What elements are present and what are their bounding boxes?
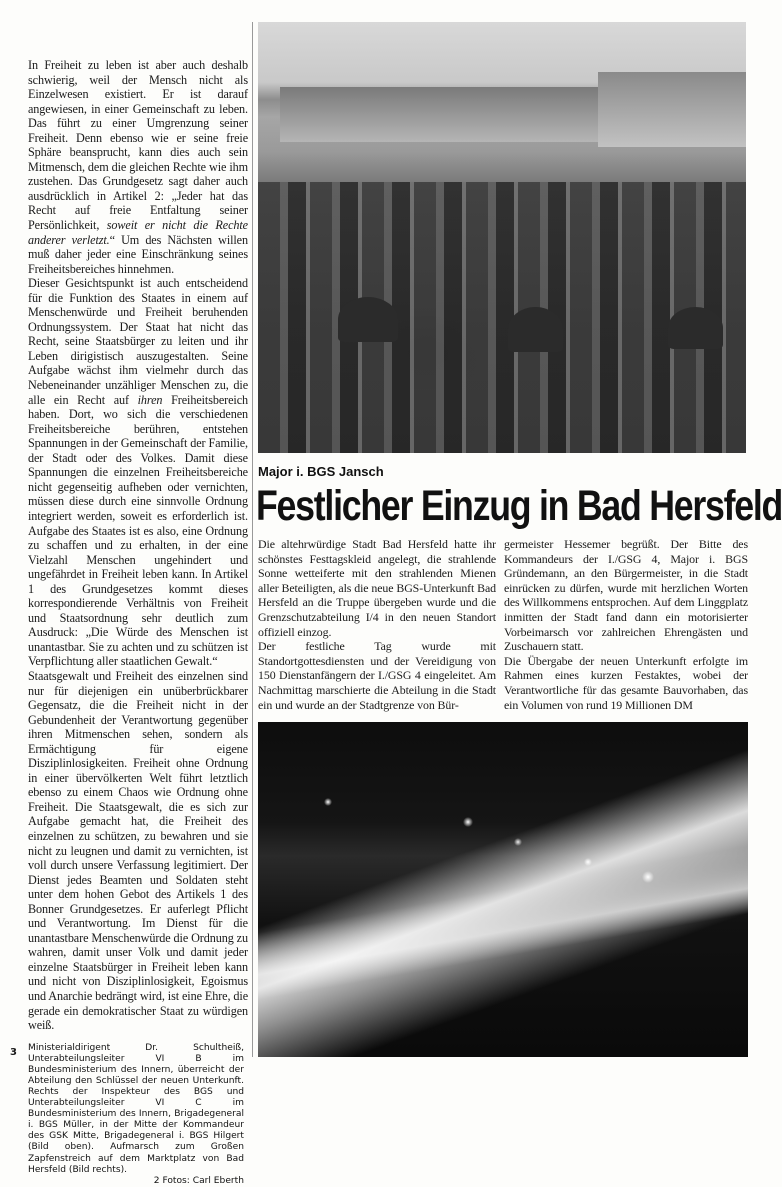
article-column-2 xyxy=(504,537,748,712)
building xyxy=(280,87,620,142)
caption-text: Ministerialdirigent Dr. Schultheiß, Unterabteilungsleiter VI B im Bundesministerium des Innern, überreicht der Abteilung den Schlüssel der neuen Unterkunft. Rechts der Inspekteur des BGS und Unterabteilungsleiter VI C im Bundesministerium des Innern, Brigadegeneral i. BGS Müller, in der Mitte der Kommandeur des GSK Mitte, Brigadegeneral i. BGS Hilgert (Bild oben). Aufmarsch zum Großen Zapfenstreich auf dem Marktplatz von Bad Hersfeld (Bild rechts). xyxy=(28,1042,244,1175)
photo-key-handover-ceremony xyxy=(258,22,746,453)
article-paragraph: Die Übergabe der neuen Unterkunft erfolgte im Rahmen eines kurzen Festaktes, wobei der Verantwortliche für das gesamte Bauvorhaben, das ein Volumen von rund 19 Millionen DM xyxy=(504,653,748,712)
photo-torchlight-tattoo xyxy=(258,722,748,1057)
helmet xyxy=(668,307,723,349)
column-divider xyxy=(252,22,253,1057)
article-columns xyxy=(258,537,748,712)
photo-credit: 2 Fotos: Carl Eberth xyxy=(153,1175,244,1186)
article-paragraph: Der festliche Tag wurde mit Standortgottesdiensten und der Vereidigung von 150 Dienstanfängern der I./GSG 4 eingeleitet. Am Nachmittag marschierte die Abteilung in die Stadt ein und wurde an der Stadtgrenze von Bür- xyxy=(258,639,496,712)
article-column-1 xyxy=(258,537,496,712)
article-area xyxy=(258,537,748,1057)
article-paragraph: Die altehrwürdige Stadt Bad Hersfeld hatte ihr schönstes Festtagskleid angelegt, die strahlende Sonne wetteiferte mit den strahlenden Mienen aller Beteiligten, als die neue BGS-Unterkunft Bad Hersfeld an die Truppe übergeben wurde und die Grenzschutzabteilung I/4 in den neuen Standort offiziell einzog. xyxy=(258,537,496,639)
essay-paragraph xyxy=(28,276,248,669)
helmet xyxy=(338,297,398,342)
text-segment: Freiheitsbereich haben. Dort, wo sich die verschiedenen Freiheitsbereiche berühren, entstehen Spannungen in der Gemeinschaft der Familie, der Stadt oder des Volkes. Damit diese Spannungen die einzelnen Freiheitsbereiche nicht gegenseitig aufheben oder vernichten, müssen diese durch eine sinnvolle Ordnung integriert werden, soweit es erforderlich ist. Aufgabe des Staates ist es also, eine Ordnung zu schaffen und zu erhalten, in der eine Vielzahl Menschen ungehindert und ungefährdet in Freiheit leben kann. In Artikel 1 des Grundgesetzes kommt dieses korrespondierende Verhältnis von Freiheit und Staatsordnung sehr deutlich zum Ausdruck: „Die Würde des Menschen ist unantastbar. Sie zu achten und zu schützen ist Verpflichtung aller staatlichen Gewalt.“ xyxy=(28,392,248,669)
text-segment: In Freiheit zu leben ist aber auch deshalb schwierig, weil der Mensch nicht als Einzelwesen existiert. Er ist darauf angewiesen, in einer Gemeinschaft zu leben. Das führt zu einer Umgrenzung seiner Freiheit. Denn ebenso wie er seine freie Sphäre beansprucht, kann dies auch sein Mitmensch, dem die gleichen Rechte wie ihm zustehen. Das Grundgesetz sagt daher auch ausdrücklich in Artikel 2: „Jeder hat das Recht auf freie Entfaltung seiner Persönlichkeit, xyxy=(28,58,248,233)
article-paragraph: germeister Hessemer begrüßt. Der Bitte des Kommandeurs der I./GSG 4, Major i. BGS Gründemann, an den Bürgermeister, in die Stadt einrücken zu dürfen, wurde mit herzlichen Worten des Willkommens entsprochen. Auf dem Linggplatz inmitten der Stadt fand dann ein motorisierter Vorbeimarsch vor zahlreichen Ehrengästen und Zuschauern statt. xyxy=(504,537,748,654)
text-segment: Dieser Gesichtspunkt ist auch entscheidend für die Funktion des Staates in einem auf Menschenwürde und Freiheit beruhenden Ordnungssystem. Der Staat hat nicht das Recht, seine Staatsbürger zu leiten und ihr Leben dirigistisch auszugestalten. Seine Aufgabe wächst ihm vielmehr durch das Nebeneinander unzähliger Menschen zu, die alle ein Recht auf xyxy=(28,276,248,407)
essay-paragraph xyxy=(28,58,248,276)
text-segment: “ Um des Nächsten willen muß daher jeder eine Einschränkung seines Freiheitsbereiches hinnehmen. xyxy=(28,232,248,276)
left-column-area xyxy=(28,58,248,1186)
headline: Festlicher Einzug in Bad Hersfeld xyxy=(256,482,782,530)
essay-paragraph: Staatsgewalt und Freiheit des einzelnen sind nur für diejenigen ein unüberbrückbarer Gegensatz, die die Freiheit nicht in der Gebundenheit der Verantwortung gegenüber ihren Mitmenschen sehen, sondern als Ermächtigung für eigene Disziplinlosigkeiten. Freiheit ohne Ordnung in einer übervölkerten Welt führt letztlich ebenso zu einem Chaos wie Ordnung ohne Freiheit. Die Staatsgewalt, die es sich zur Aufgabe gemacht hat, die Freiheit des einzelnen zu schützen, zu bewahren und sie nicht zu leugnen und damit zu vernichten, ist voll durch unsere Verfassung legitimiert. Der Dienst jedes Beamten und Soldaten steht unter dem hohen Gebot des Artikels 1 des Bonner Grundgesetzes. Er auferlegt Pflicht und Verantwortung. Im Dienst für die unantastbare Menschenwürde die Ordnung zu wahren, damit unser Volk und damit jeder einzelne Staatsbürger in Freiheit leben kann und nicht von Disziplinlosigkeit, Egoismus und Anarchie bedrängt wird, ist eine Ehre, die gerade ein demokratischer Staat zu würdigen weiß. xyxy=(28,668,248,1033)
helmet xyxy=(508,307,563,352)
essay-column xyxy=(28,58,248,1033)
page-number: 3 xyxy=(10,1047,17,1058)
photo-caption xyxy=(28,1033,244,1187)
italic-word: ihren xyxy=(137,392,163,407)
byline: Major i. BGS Jansch xyxy=(258,464,384,479)
night-lights xyxy=(288,782,718,922)
building xyxy=(598,72,746,147)
italic-quote: soweit er nicht die Rechte anderer verletzt. xyxy=(28,218,248,247)
